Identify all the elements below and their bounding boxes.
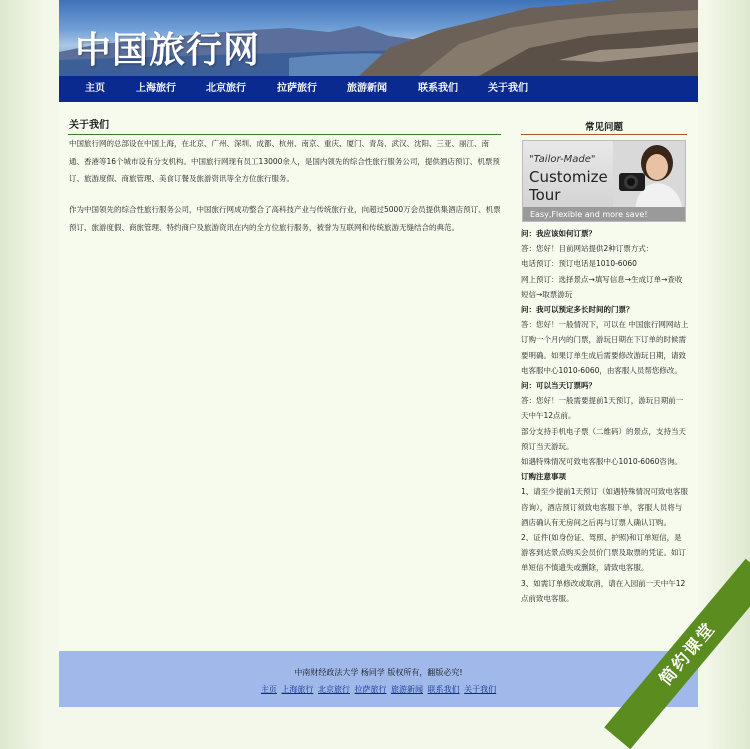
nav-lhasa-travel[interactable]: 拉萨旅行 [277, 83, 317, 94]
faq-question: 问：我应该如何订票？ [521, 229, 596, 238]
faq-list [521, 226, 689, 606]
page-wrapper [59, 0, 698, 707]
faq-heading: 常见问题 [584, 122, 623, 133]
faq-answer: 部分支持手机电子票（二维码）的景点，支持当天预订当天游玩。 [521, 426, 686, 451]
faq-answer: 如遇特殊情况可致电客服中心1010-6060咨询。 [521, 457, 682, 467]
customize-tour-ad[interactable] [522, 140, 686, 222]
about-paragraph: 作为中国领先的综合性旅行服务公司，中国旅行网成功整合了高科技产业与传统旅行业，向超过5000万会员提供集酒店预订、机票预订、旅游度假、商旅管理、特约商户及旅游资讯在内的全方位旅行服务，被誉为互联网和传统旅游无缝结合的典范。 [69, 205, 501, 232]
faq-answer: 答：您好！一般需要提前1天预订，游玩日期前一天中午12点前。 [521, 396, 684, 421]
nav-contact-us[interactable]: 联系我们 [418, 83, 458, 94]
main-navigation [59, 76, 698, 102]
about-us-heading: 关于我们 [69, 120, 109, 131]
nav-about-us[interactable]: 关于我们 [488, 83, 528, 94]
faq-answer: 3、如需订单修改或取消，请在入园前一天中午12点前致电客服。 [521, 578, 686, 603]
ad-line: Tour [529, 186, 561, 204]
ad-photo-woman-camera [613, 141, 685, 211]
nav-travel-news[interactable]: 旅游新闻 [347, 83, 387, 94]
footer-link-shanghai-travel[interactable]: 上海旅行 [281, 685, 314, 694]
ad-line: Customize [529, 168, 608, 186]
footer-link-beijing-travel[interactable]: 北京旅行 [317, 685, 350, 694]
faq-heading-divider [521, 134, 687, 135]
faq-answer: 电话预订：预订电话是1010-6060 [521, 259, 637, 269]
ad-line: "Tailor-Made" [529, 154, 596, 165]
nav-shanghai-travel[interactable]: 上海旅行 [136, 83, 176, 94]
faq-question: 问：我可以预定多长时间的门票？ [521, 305, 634, 315]
footer-link-contact-us[interactable]: 联系我们 [427, 685, 460, 694]
faq-question: 问：可以当天订票吗？ [521, 381, 596, 391]
faq-question: 订购注意事项 [521, 472, 566, 482]
header-banner [59, 0, 698, 76]
footer-link-home[interactable]: 主页 [260, 685, 277, 694]
faq-answer: 1、请至少提前1天预订（如遇特殊情况可致电客服咨询），酒店预订须致电客服下单，客服人员将与酒店确认有无房间之后再与订票人确认订购。 [521, 487, 689, 527]
faq-answer: 答：您好！一般情况下，可以在 中国旅行网网站上订购一个月内的门票，游玩日期在下订单的时候需要明确。如果订单生成后需要修改游玩日期，请致电客服中心1010-6060，由客服人员帮您修改。 [521, 320, 689, 375]
footer [59, 651, 698, 707]
corner-ribbon-watermark: 简约课堂 [604, 559, 750, 749]
ad-tagline: Easy,Flexible and more save! [530, 210, 648, 219]
nav-beijing-travel[interactable]: 北京旅行 [206, 83, 246, 94]
faq-answer: 2、证件(如身份证、驾照、护照)和订单短信，是游客到达景点购买会员价门票及取票的凭证。如订单短信不慎遗失或删除，请致电客服。 [521, 533, 686, 573]
footer-link-lhasa-travel[interactable]: 拉萨旅行 [354, 685, 387, 694]
footer-links [59, 684, 698, 695]
faq-answer: 网上预订：选择景点→填写信息→生成订单→查收短信→取票游玩 [521, 274, 683, 299]
footer-link-about-us[interactable]: 关于我们 [464, 685, 497, 694]
site-title: 中国旅行网 [75, 30, 261, 71]
copyright-text: 中南财经政法大学 杨同学 版权所有，翻版必究! [294, 668, 463, 677]
faq-answer: 答：您好！目前网站提供2种订票方式： [521, 244, 654, 254]
about-paragraph: 中国旅行网的总部设在中国上海，在北京、广州、深圳、成都、杭州、南京、重庆、厦门、青岛、武汉、沈阳、三亚、丽江、南通、香港等16个城市设有分支机构。中国旅行网现有员工13000余人，是国内领先的综合性旅行服务公司，提供酒店预订、机票预订、旅游度假、商旅管理、美食订餐及旅游资讯等全方位旅行服务。 [69, 139, 500, 183]
nav-home[interactable]: 主页 [85, 83, 105, 94]
footer-link-travel-news[interactable]: 旅游新闻 [391, 685, 424, 694]
